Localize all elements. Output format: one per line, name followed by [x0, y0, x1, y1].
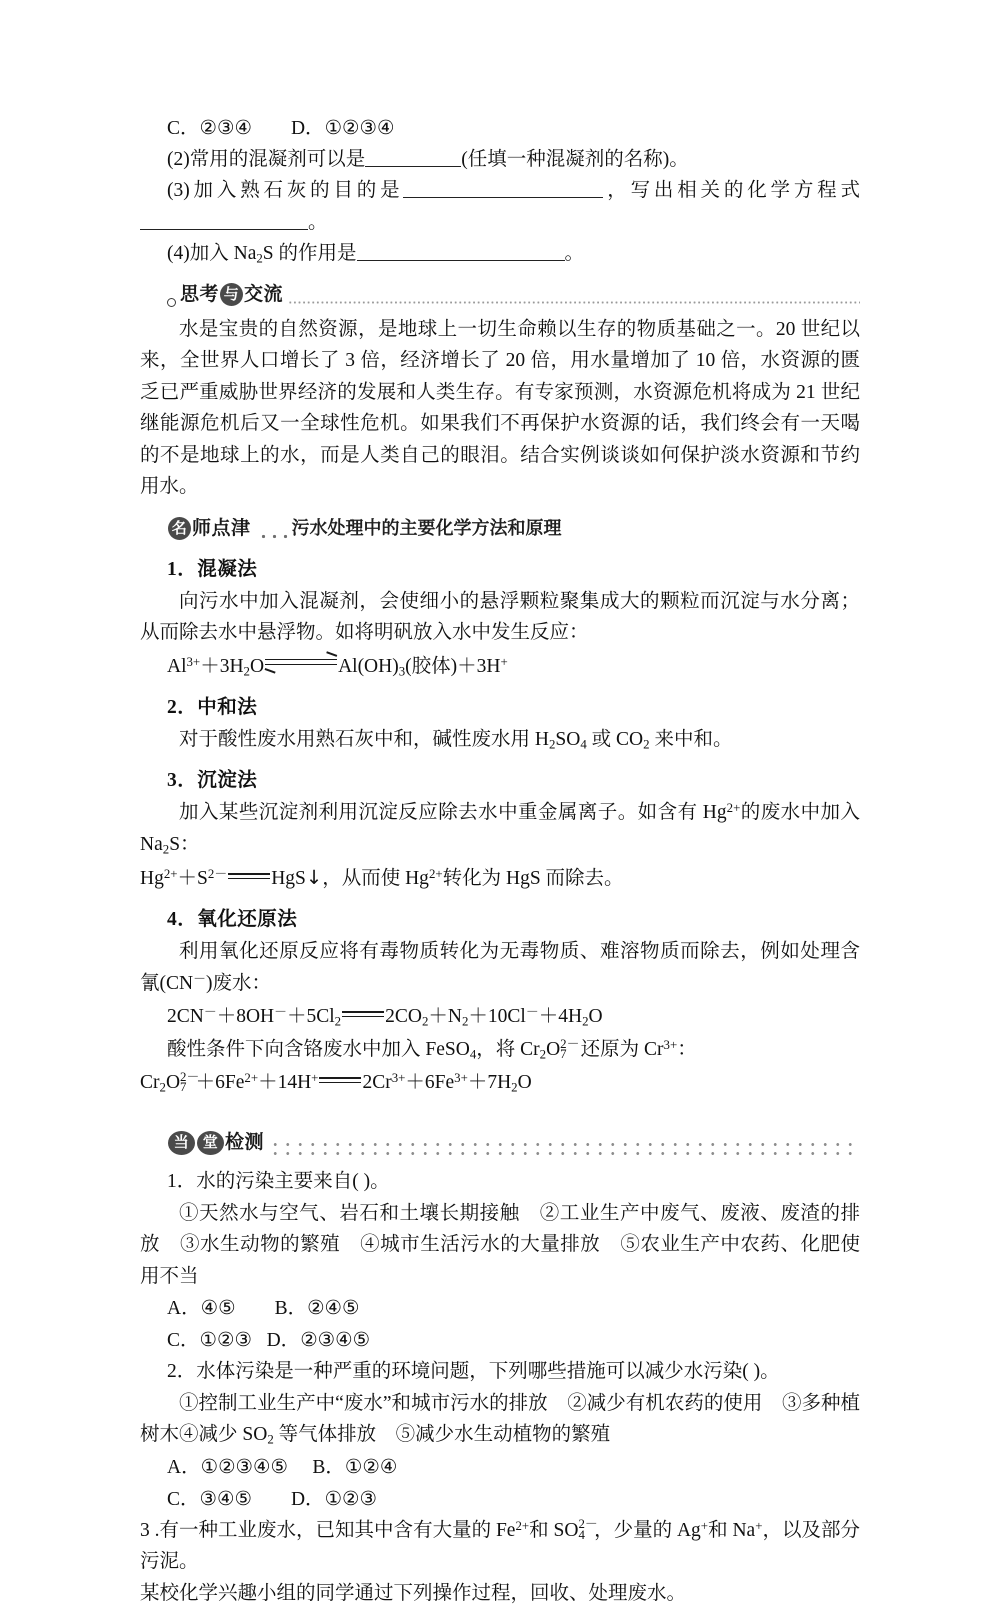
method-3-heading	[167, 764, 860, 796]
m4lead-a: 酸性条件下向含铬废水中加入 FeSO	[167, 1039, 470, 1060]
q3-part-a: 有一种工业废水，已知其中含有大量的 Fe	[160, 1520, 516, 1541]
method-4-equation-2	[140, 1067, 860, 1098]
question-1-text: 水的污染主要来自( )。	[196, 1171, 389, 1192]
q1-choice-d-value: ②③④⑤	[300, 1328, 370, 1351]
fill-in-item-4-pre: (4)加入 Na	[167, 243, 256, 264]
method-2-name: 中和法	[197, 695, 257, 718]
q1-choice-b[interactable]	[275, 1292, 360, 1324]
q3-stack-dn: 4	[578, 1520, 584, 1552]
dotted-rule-double	[269, 1138, 860, 1156]
teacher-badge-rest: 师点津	[192, 513, 251, 544]
method-2-heading	[167, 691, 860, 723]
m4eq1-cl-charge: －	[526, 1005, 539, 1019]
answer-blank-3a[interactable]	[403, 178, 603, 198]
equals-arrow-icon-2	[342, 1007, 384, 1021]
method-1-name: 混凝法	[197, 557, 257, 580]
dichromate-charge-stack-2	[180, 1069, 196, 1089]
method-4-equation-1	[140, 1001, 860, 1032]
m4eq1-cl: ＋10Cl	[468, 1006, 525, 1027]
option-c	[167, 112, 252, 144]
eq1-water-sub: 2	[244, 664, 250, 678]
m4lead-b: ，将 Cr	[476, 1039, 539, 1060]
q2-choice-b-value: ①②④	[345, 1455, 397, 1478]
think-badge-circle: 与	[220, 283, 243, 306]
method-1-number: 1．	[167, 559, 197, 580]
quiz-badge	[167, 1127, 264, 1158]
q2-choice-c-label: C．	[167, 1489, 200, 1510]
m4lead-cr3-charge: 3+	[664, 1038, 678, 1052]
question-3-body	[140, 1515, 860, 1578]
page-content	[140, 112, 860, 1609]
m4eq2-cr3-charge: 3+	[392, 1071, 406, 1085]
m4eq1-n2-sub: 2	[462, 1015, 468, 1029]
q3-fe2-charge: 2+	[515, 1518, 529, 1532]
teacher-badge	[167, 513, 251, 544]
m4lead-stack-dn: 7	[560, 1039, 566, 1070]
method-4-heading	[167, 903, 860, 935]
m2-h2so4-sub2: 4	[580, 737, 586, 751]
m4eq2-cr-sub: 2	[160, 1081, 166, 1095]
method-2-body	[140, 724, 860, 756]
m2-part-d: 来中和。	[650, 729, 733, 750]
q3-na-charge: +	[755, 1518, 762, 1532]
q2-choice-c-value: ③④⑤	[200, 1487, 252, 1510]
m4eq1-cl2-sub: 2	[335, 1015, 341, 1029]
q1-choice-c-label: C．	[167, 1330, 200, 1351]
m4eq2-h2o: ＋7H	[468, 1072, 511, 1093]
question-1-choices-row-2	[140, 1324, 860, 1356]
question-2-items	[140, 1388, 860, 1451]
q3-stack-up: 2－	[578, 1509, 597, 1541]
method-1-body: 向污水中加入混凝剂，会使细小的悬浮颗粒聚集成大的颗粒而沉淀与水分离；从而除去水中悬浮物。如将明矾放入水中发生反应：	[140, 586, 860, 649]
quiz-badge-circle-1: 当	[168, 1131, 195, 1155]
option-d	[291, 112, 395, 144]
question-2-stem	[140, 1356, 860, 1388]
think-badge-left: 思考	[180, 279, 219, 310]
option-d-label: D．	[291, 118, 325, 139]
m4eq1-oh-charge: －	[274, 1005, 287, 1019]
question-1-stem	[140, 1166, 860, 1198]
quiz-header	[167, 1130, 860, 1158]
method-3-name: 沉淀法	[197, 768, 257, 791]
m3eq-tail-b: 转化为 HgS 而除去。	[443, 868, 624, 889]
m3eq-hg-charge: 2+	[164, 867, 178, 881]
q2-items-a: ①控制工业生产中“废水”和城市污水的排放 ②减少有机农药的使用 ③多种植树木④减少 SO	[140, 1393, 860, 1446]
m4eq2-cr: Cr	[140, 1072, 160, 1093]
question-1-number: 1．	[167, 1171, 196, 1192]
question-3-body-line2: 某校化学兴趣小组的同学通过下列操作过程，回收、处理废水。	[140, 1578, 860, 1609]
m2-part-a: 对于酸性废水用熟石灰中和，碱性废水用 H	[179, 729, 549, 750]
q3-part-d: 和 Na	[708, 1520, 755, 1541]
q1-choice-d[interactable]	[267, 1324, 371, 1356]
m3-hg-charge: 2+	[727, 801, 741, 815]
option-d-value: ①②③④	[325, 116, 395, 139]
eq1-aloh3-sub: 3	[399, 664, 405, 678]
m2-part-b: SO	[555, 729, 580, 750]
dotted-rule-mid	[256, 526, 290, 542]
q2-choice-d-label: D．	[291, 1489, 325, 1510]
circle-bullet-icon	[167, 298, 176, 307]
q2-choice-a-value: ①②③④⑤	[201, 1455, 288, 1478]
question-1-items: ①天然水与空气、岩石和土壤长期接触 ②工业生产中废气、废液、废渣的排放 ③水生动物的繁殖 ④城市生活污水的大量排放 ⑤农业生产中农药、化肥使用不当	[140, 1198, 860, 1293]
question-2-choices-row-2	[140, 1483, 860, 1515]
q1-choice-b-label: B．	[275, 1298, 308, 1319]
question-2-text: 水体污染是一种严重的环境问题，下列哪些措施可以减少水污染( )。	[196, 1361, 779, 1382]
m4eq1-n2: ＋N	[428, 1006, 462, 1027]
m4eq2-h-charge: +	[311, 1071, 318, 1085]
method-1-heading	[167, 553, 860, 585]
option-c-label: C．	[167, 118, 200, 139]
m4-part-a: 利用氧化还原反应将有毒物质转化为无毒物质、难溶物质而除去，例如处理含氰(CN	[140, 941, 860, 994]
m4-cn-charge: －	[193, 971, 206, 985]
q1-choice-a-label: A．	[167, 1298, 201, 1319]
m4eq2-fe3: ＋6Fe	[405, 1072, 454, 1093]
quiz-badge-circle-2: 堂	[197, 1131, 224, 1155]
m4lead-d: 还原为 Cr	[576, 1039, 664, 1060]
m4eq2-h: ＋14H	[258, 1072, 311, 1093]
q1-choice-c-value: ①②③	[200, 1328, 252, 1351]
fill-in-item-4-mid: S 的作用是	[263, 243, 357, 264]
q1-choice-c[interactable]	[167, 1324, 252, 1356]
m4eq1-co2-sub: 2	[422, 1015, 428, 1029]
equals-arrow-icon	[228, 869, 270, 883]
think-and-discuss-header	[167, 282, 860, 310]
option-c-value: ②③④	[200, 116, 252, 139]
eq1-aloh3: Al(OH)	[338, 656, 399, 677]
m4eq2-fe3-charge: 3+	[454, 1071, 468, 1085]
m4eq1-co2: 2CO	[385, 1006, 422, 1027]
m3eq-tail-a: ，从而使 Hg	[322, 868, 429, 889]
q2-items-b: 等气体排放 ⑤减少水生动植物的繁殖	[274, 1424, 610, 1445]
think-badge-right: 交流	[244, 279, 283, 310]
question-3-number: 3 .	[140, 1520, 160, 1541]
answer-blank-2[interactable]	[365, 147, 461, 167]
m4eq2-o2: O	[518, 1072, 532, 1093]
think-paragraph: 水是宝贵的自然资源，是地球上一切生命赖以生存的物质基础之一。20 世纪以来，全世界人口增长了 3 倍，经济增长了 20 倍，用水量增加了 10 倍，水资源的匮乏已严重威胁世界经济的发展和人类生存。有专家预测，水资源危机将成为 21 世纪继能源危机后又一全球性危机。如果我们不再保护水资源的话，我们终会有一天喝的不是地球上的水，而是人类自己的眼泪。结合实例谈谈如何保护淡水资源和节约用水。	[140, 314, 860, 503]
fill-in-item-4	[140, 238, 860, 269]
q2-choice-c[interactable]	[167, 1483, 252, 1515]
m3-part-b: 的废水中加入 Na	[140, 802, 860, 855]
q3-part-b: 和 SO	[529, 1520, 578, 1541]
fill-in-item-3-line1	[140, 175, 860, 207]
m2-co2-sub: 2	[643, 737, 649, 751]
m3-part-c: S：	[169, 834, 199, 855]
method-2-number: 2．	[167, 697, 197, 718]
q2-choice-b-label: B．	[312, 1457, 345, 1478]
m3eq-plus-s: ＋S	[178, 868, 208, 889]
m4eq1-oh: ＋8OH	[217, 1006, 274, 1027]
fill-in-item-3-line2	[140, 207, 860, 238]
m3eq-hg-charge2: 2+	[429, 867, 443, 881]
m3-part-a: 加入某些沉淀剂利用沉淀反应除去水中重金属离子。如含有 Hg	[179, 802, 727, 823]
fill-in-item-2	[140, 144, 860, 175]
precipitate-arrow-icon: ↓	[306, 866, 322, 889]
dichromate-charge-stack	[560, 1036, 576, 1056]
teacher-section-title: 污水处理中的主要化学方法和原理	[292, 513, 562, 544]
m3eq-hg: Hg	[140, 868, 164, 889]
m4eq1-cn-charge: －	[204, 1005, 217, 1019]
fill-in-item-2-post: (任填一种混凝剂的名称)。	[461, 149, 689, 170]
q2-choice-d-value: ①②③	[325, 1487, 377, 1510]
fill-in-item-3-pre: (3)加入熟石灰的目的是	[167, 180, 403, 201]
question-1-choices-row-1	[140, 1292, 860, 1324]
m3eq-hgs: HgS	[271, 868, 306, 889]
method-4-number: 4．	[167, 909, 197, 930]
na2s-subscript: 2	[256, 251, 262, 265]
answer-blank-3b[interactable]	[140, 210, 308, 230]
eq1-water-o: O	[250, 656, 264, 677]
m4eq2-stack-dn: 7	[180, 1072, 186, 1103]
answer-blank-4[interactable]	[357, 241, 565, 261]
eq1-al: Al	[167, 656, 187, 677]
m4eq1-o: O	[589, 1006, 603, 1027]
q2-choice-a-label: A．	[167, 1457, 201, 1478]
dotted-rule	[288, 296, 860, 308]
teacher-badge-circle: 名	[168, 517, 191, 540]
think-badge	[180, 279, 283, 310]
fill-in-item-3-mid: ，写出相关的化学方程式	[603, 180, 860, 201]
method-1-equation	[140, 651, 860, 682]
q2-so2-sub: 2	[267, 1433, 273, 1447]
method-3-body	[140, 797, 860, 860]
m2-part-c: 或 CO	[587, 729, 643, 750]
quiz-badge-rest: 检测	[225, 1127, 264, 1158]
reversible-arrow-icon	[265, 655, 337, 671]
m4eq2-stack-up: 2－	[180, 1062, 199, 1093]
q1-choice-a-value: ④⑤	[201, 1296, 236, 1319]
eq1-colloid: (胶体)＋3H	[405, 656, 500, 677]
m2-h2so4-sub1: 2	[549, 737, 555, 751]
fill-in-item-4-end: 。	[565, 243, 585, 264]
fill-in-item-2-pre: (2)常用的混凝剂可以是	[167, 149, 365, 170]
q2-choice-d[interactable]	[291, 1483, 377, 1515]
eq1-h-charge: +	[500, 654, 507, 668]
q1-choice-a[interactable]	[167, 1292, 236, 1324]
m4eq2-cr3: 2Cr	[362, 1072, 391, 1093]
options-row-cd	[140, 112, 860, 144]
m4eq1-cl2: ＋5Cl	[287, 1006, 335, 1027]
m3-na2s-sub: 2	[163, 842, 169, 856]
q2-choice-a[interactable]	[167, 1451, 288, 1483]
q3-ag-charge: +	[701, 1518, 708, 1532]
question-2-number: 2．	[167, 1361, 196, 1382]
m3eq-s-charge: 2－	[208, 867, 227, 881]
m4lead-e: ：	[677, 1039, 697, 1060]
m4eq2-o: O	[166, 1072, 180, 1093]
m4lead-feso4-sub: 4	[470, 1048, 476, 1062]
q3-part-e: ，以及部分污泥。	[140, 1520, 860, 1573]
m4eq2-h2o-sub: 2	[511, 1081, 517, 1095]
equals-arrow-icon-3	[319, 1073, 361, 1087]
eq1-plus-water: ＋3H	[200, 656, 243, 677]
eq1-al-charge: 3+	[187, 654, 201, 668]
fill-in-item-3-end: 。	[308, 212, 328, 233]
q1-choice-b-value: ②④⑤	[307, 1296, 359, 1319]
m4-part-b: )废水：	[206, 973, 271, 994]
m4eq2-fe2-charge: 2+	[244, 1071, 258, 1085]
method-4-name: 氧化还原法	[197, 907, 297, 930]
q3-part-c: ，少量的 Ag	[594, 1520, 701, 1541]
method-3-number: 3．	[167, 770, 197, 791]
sulfate-charge-stack	[578, 1516, 594, 1536]
method-3-equation	[140, 862, 860, 894]
m4eq1-h2o: ＋4H	[539, 1006, 582, 1027]
m4lead-cr-sub: 2	[540, 1048, 546, 1062]
m4eq1-cn: 2CN	[167, 1006, 204, 1027]
q1-choice-d-label: D．	[267, 1330, 301, 1351]
m4lead-stack-up: 2－	[560, 1029, 579, 1060]
method-4-lead-in	[140, 1034, 860, 1065]
method-4-body	[140, 936, 860, 999]
m4eq1-h2o-sub: 2	[582, 1015, 588, 1029]
m4eq2-fe2: ＋6Fe	[196, 1072, 245, 1093]
teacher-tips-header	[167, 516, 860, 544]
m4lead-c: O	[546, 1039, 560, 1060]
q2-choice-b[interactable]	[312, 1451, 397, 1483]
question-2-choices-row-1	[140, 1451, 860, 1483]
